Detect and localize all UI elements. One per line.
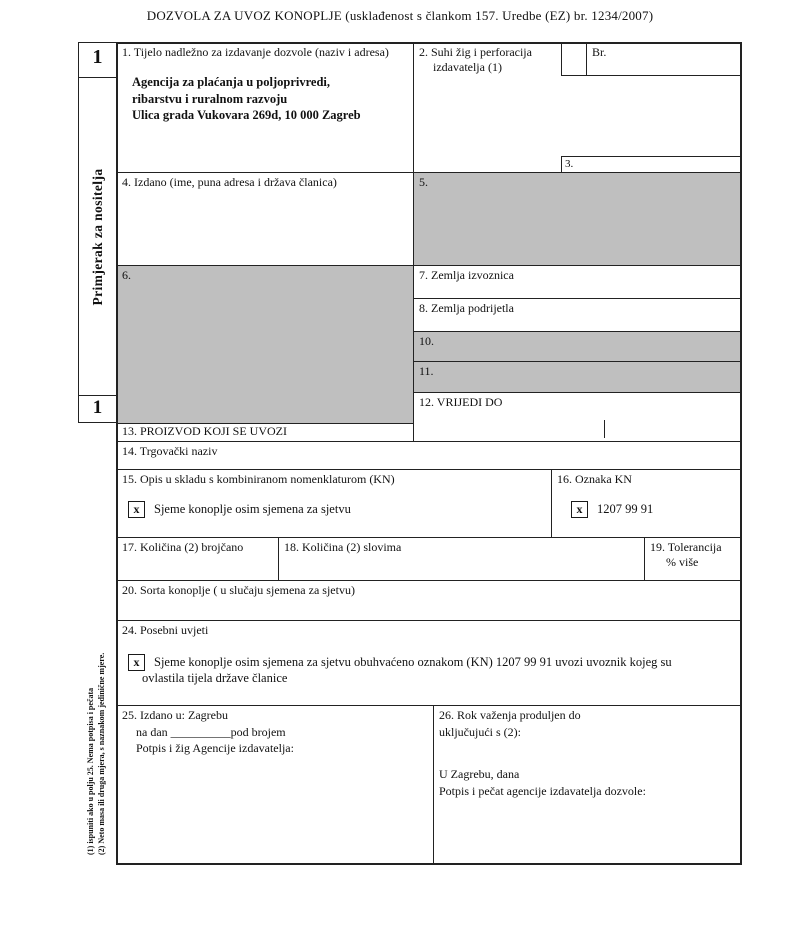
- box-18-label: 18. Količina (2) slovima: [284, 540, 402, 554]
- box-24-checkbox[interactable]: x: [128, 654, 145, 671]
- box-24-label: 24. Posebni uvjeti: [122, 623, 209, 637]
- box-24-option-line1: Sjeme konoplje osim sjemena za sjetvu obuhvaćeno oznakom (KN) 1207 99 91 uvozi uvoznik kojeg su: [154, 654, 672, 669]
- authority-line-2: ribarstvu i ruralnom razvoju: [132, 91, 288, 106]
- box-10: [413, 331, 742, 362]
- box-7-label: 7. Zemlja izvoznica: [419, 268, 514, 282]
- box-10-label: 10.: [419, 334, 434, 348]
- box-6: [116, 265, 414, 424]
- date-separator-tick: [604, 420, 605, 438]
- box-br-spacer-cell[interactable]: [561, 42, 587, 76]
- footnotes-block: [85, 622, 107, 855]
- box-25-line1: 25. Izdano u: Zagrebu: [122, 708, 228, 722]
- box-20-label: 20. Sorta konoplje ( u slučaju sjemena za sjetvu): [122, 583, 355, 597]
- box-4-issued-to[interactable]: [116, 172, 414, 266]
- footnote-1: (1) ispuniti ako u polju 25. Nema potpisa i pečata: [86, 687, 95, 855]
- box-25-issued-at[interactable]: [116, 705, 434, 865]
- authority-line-1: Agencija za plaćanja u poljoprivredi,: [132, 74, 331, 89]
- footnote-2: (2) Neto masa ili druga mjera, s naznakom jedinične mjere.: [97, 652, 106, 855]
- box-16-code-value: 1207 99 91: [597, 501, 654, 516]
- copy-holder-label: Primjerak za nositelja: [90, 168, 105, 306]
- copy-holder-cell: [78, 77, 117, 396]
- box-3-label: 3.: [565, 158, 574, 170]
- box-5-label: 5.: [419, 175, 428, 189]
- copy-number-top: 1: [78, 42, 117, 78]
- box-8-country-of-origin[interactable]: [413, 298, 742, 332]
- br-label: Br.: [592, 45, 607, 59]
- box-4-label: 4. Izdano (ime, puna adresa i država članica): [122, 175, 337, 189]
- box-19-label-line1: 19. Tolerancija: [650, 540, 722, 554]
- box-18-quantity-words[interactable]: [278, 537, 645, 581]
- box-24-option-line2: ovlastila tijela države članice: [142, 670, 288, 685]
- box-15-cn-description: [116, 469, 552, 538]
- box-12-valid-until[interactable]: [413, 392, 742, 442]
- box-26-line3: U Zagrebu, dana: [439, 767, 520, 782]
- box-5: [413, 172, 742, 266]
- box-26-line2: uključujući s (2):: [439, 724, 521, 739]
- box-16-cn-code: [551, 469, 742, 538]
- box-25-line2: na dan __________pod brojem: [136, 724, 286, 739]
- box-11-label: 11.: [419, 364, 434, 378]
- box-8-label: 8. Zemlja podrijetla: [419, 301, 514, 315]
- box-7-exporting-country[interactable]: [413, 265, 742, 299]
- box-12-label: 12. VRIJEDI DO: [419, 395, 503, 409]
- box-26-line1: 26. Rok važenja produljen do: [439, 708, 581, 722]
- box-19-label-line2: % više: [666, 554, 699, 569]
- box-26-line4: Potpis i pečat agencije izdavatelja dozvole:: [439, 783, 646, 798]
- box-2-label: 2. Suhi žig i perforacija izdavatelja (1): [419, 45, 532, 74]
- box-17-quantity-figures[interactable]: [116, 537, 279, 581]
- box-11: [413, 361, 742, 393]
- form-title: DOZVOLA ZA UVOZ KONOPLJE (usklađenost s člankom 157. Uredbe (EZ) br. 1234/2007): [146, 8, 654, 23]
- box-20-hemp-variety[interactable]: [116, 580, 742, 621]
- box-br-number[interactable]: [586, 42, 742, 76]
- box-1-issuing-authority: [116, 42, 414, 173]
- box-13-product-imported: [116, 423, 414, 442]
- issuing-authority-value: [132, 74, 408, 125]
- box-14-label: 14. Trgovački naziv: [122, 444, 218, 458]
- box-26-validity-extension[interactable]: [433, 705, 742, 865]
- box-15-label: 15. Opis u skladu s kombiniranom nomenklaturom (KN): [122, 472, 395, 486]
- box-25-line3: Potpis i žig Agencije izdavatelja:: [136, 741, 294, 756]
- box-19-tolerance[interactable]: [644, 537, 742, 581]
- box-17-label: 17. Količina (2) brojčano: [122, 540, 244, 554]
- box-6-label: 6.: [122, 268, 131, 282]
- copy-number-bottom: 1: [78, 395, 117, 423]
- box-15-checkbox[interactable]: x: [128, 501, 145, 518]
- box-16-checkbox[interactable]: x: [571, 501, 588, 518]
- box-1-label: 1. Tijelo nadležno za izdavanje dozvole (naziv i adresa): [122, 45, 389, 59]
- box-26-spacer: [439, 741, 736, 767]
- box-14-trade-name[interactable]: [116, 441, 742, 470]
- box-24-special-conditions: [116, 620, 742, 706]
- authority-line-3: Ulica grada Vukovara 269d, 10 000 Zagreb: [132, 108, 361, 123]
- box-13-label: 13. PROIZVOD KOJI SE UVOZI: [122, 424, 287, 438]
- box-16-label: 16. Oznaka KN: [557, 472, 632, 486]
- box-3[interactable]: [561, 156, 742, 173]
- box-15-option-text: Sjeme konoplje osim sjemena za sjetvu: [154, 501, 351, 516]
